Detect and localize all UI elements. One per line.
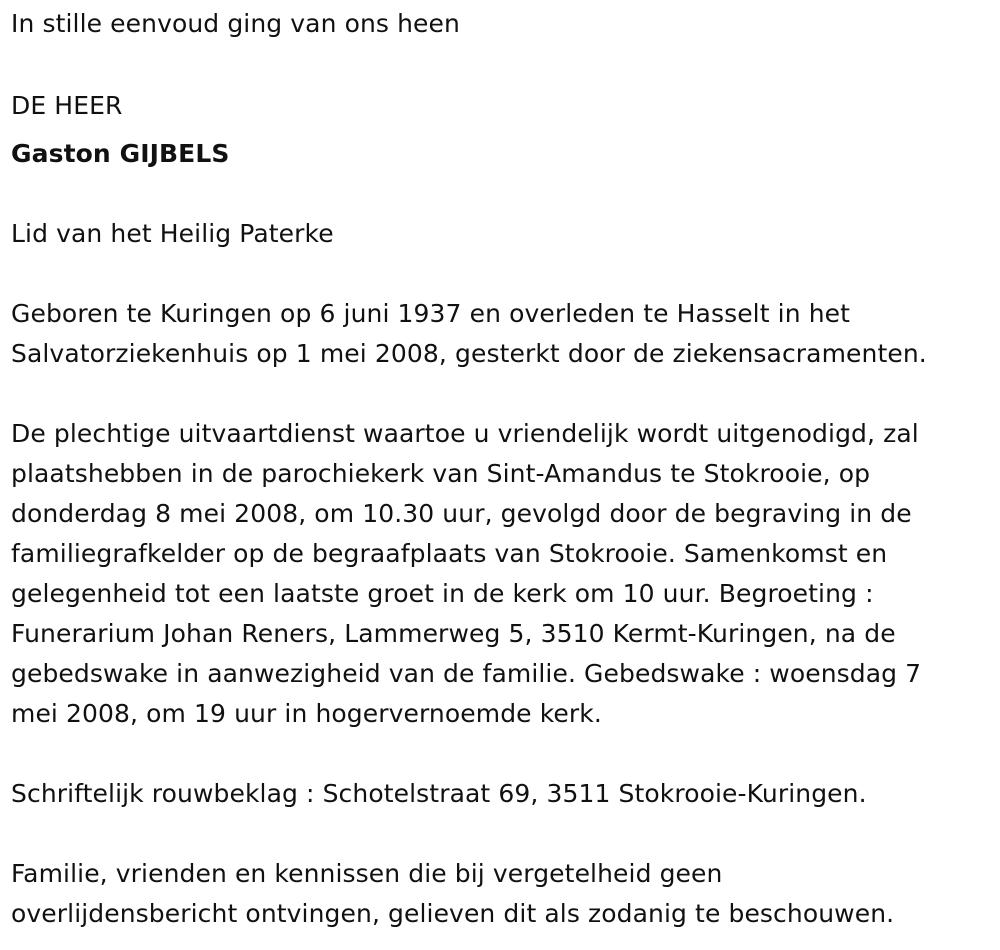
- paragraph-line: familiegrafkelder op de begraafplaats van Stokrooie. Samenkomst en: [11, 539, 888, 568]
- membership-text: Lid van het Heilig Paterke: [11, 219, 334, 248]
- paragraph-line: overlijdensbericht ontvingen, gelieven dit als zodanig te beschouwen.: [11, 899, 895, 928]
- paragraph-line: gelegenheid tot een laatste groet in de kerk om 10 uur. Begroeting :: [11, 579, 874, 608]
- paragraph-line: gebedswake in aanwezigheid van de familie. Gebedswake : woensdag 7: [11, 659, 922, 688]
- paragraph-line: De plechtige uitvaartdienst waartoe u vriendelijk wordt uitgenodigd, zal: [11, 419, 919, 448]
- paragraph-line: Geboren te Kuringen op 6 juni 1937 en overleden te Hasselt in het: [11, 299, 851, 328]
- birth-death-paragraph: [11, 294, 986, 374]
- intro-text: In stille eenvoud ging van ons heen: [11, 9, 460, 38]
- deceased-name: Gaston GIJBELS: [11, 139, 230, 168]
- funeral-paragraph: [11, 414, 986, 734]
- paragraph-line: mei 2008, om 19 uur in hogervernoemde kerk.: [11, 699, 602, 728]
- honorific-title: DE HEER: [11, 91, 123, 120]
- paragraph-line: plaatshebben in de parochiekerk van Sint-Amandus te Stokrooie, op: [11, 459, 871, 488]
- paragraph-line: donderdag 8 mei 2008, om 10.30 uur, gevolgd door de begraving in de: [11, 499, 912, 528]
- paragraph-line: Funerarium Johan Reners, Lammerweg 5, 3510 Kermt-Kuringen, na de: [11, 619, 896, 648]
- closing-paragraph: [11, 854, 986, 934]
- paragraph-line: Salvatorziekenhuis op 1 mei 2008, gesterkt door de ziekensacramenten.: [11, 339, 927, 368]
- paragraph-line: Familie, vrienden en kennissen die bij vergetelheid geen: [11, 859, 723, 888]
- condolence-address: Schriftelijk rouwbeklag : Schotelstraat 69, 3511 Stokrooie-Kuringen.: [11, 779, 867, 808]
